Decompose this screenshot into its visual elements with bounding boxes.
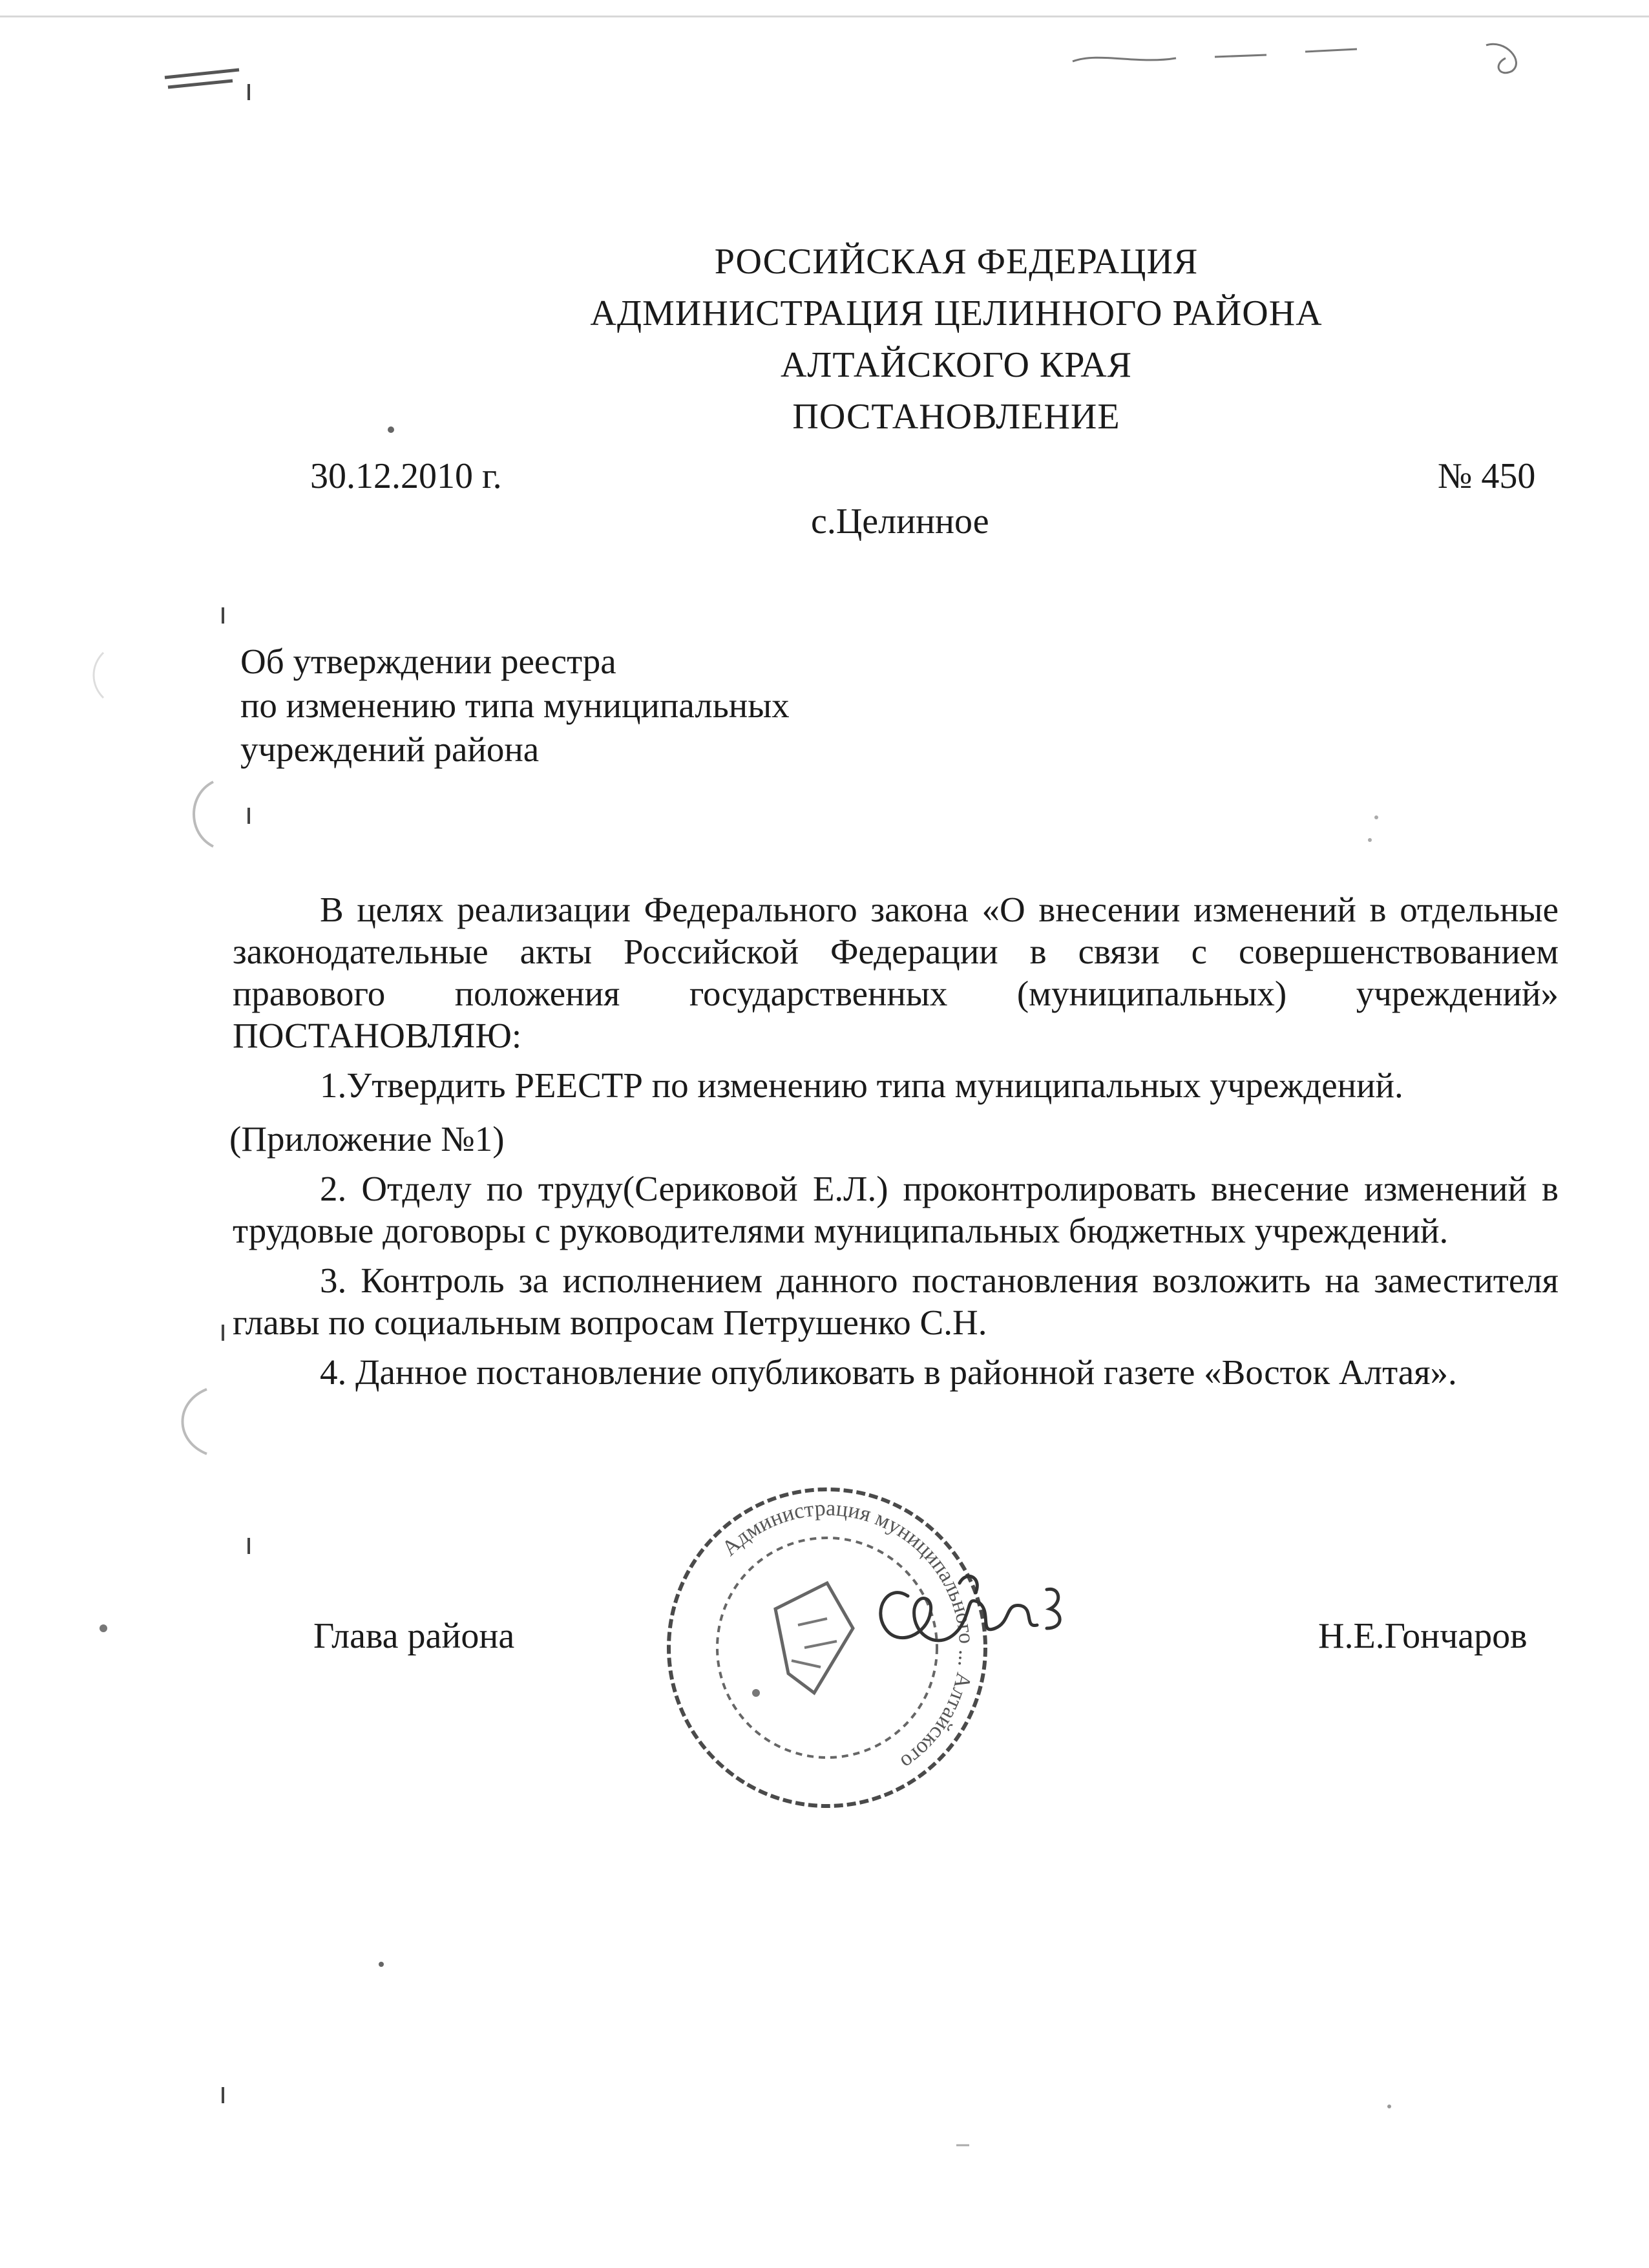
preamble-paragraph: В целях реализации Федерального закона «О внесении изменений в отдельные законодательные акты Российской Федерации в связи с совершенствованием правового положения государственных (муниципальных) учреждений» ПОСТАНОВЛЯЮ:	[233, 890, 1559, 1055]
item-2: 2. Отделу по труду(Сериковой Е.Л.) проконтролировать внесение изменений в трудовые договоры с руководителями муниципальных бюджетных учреждений.	[233, 1169, 1559, 1250]
document-subject	[240, 640, 790, 772]
document-place: с.Целинное	[811, 501, 989, 541]
document-type: ПОСТАНОВЛЕНИЕ	[792, 397, 1120, 437]
top-pencil-note	[1073, 44, 1516, 72]
document-header	[452, 236, 1460, 443]
header-region: АЛТАЙСКОГО КРАЯ	[780, 345, 1133, 385]
subject-line-3: учреждений района	[240, 730, 540, 769]
subject-line-1: Об утверждении реестра	[240, 642, 616, 681]
document-date: 30.12.2010 г.	[310, 456, 502, 496]
appendix-reference: (Приложение №1)	[229, 1119, 505, 1159]
item-1: 1.Утвердить РЕЕСТР по изменению типа муниципальных учреждений.	[320, 1066, 1403, 1105]
item-4: 4. Данное постановление опубликовать в районной газете «Восток Алтая».	[320, 1352, 1457, 1392]
item-3: 3. Контроль за исполнением данного постановления возложить на заместителя главы по социальным вопросам Петрушенко С.Н.	[233, 1261, 1559, 1342]
document-number: № 450	[1438, 456, 1536, 496]
signatory-name: Н.Е.Гончаров	[1318, 1616, 1528, 1656]
header-country: РОССИЙСКАЯ ФЕДЕРАЦИЯ	[714, 242, 1199, 282]
subject-line-2: по изменению типа муниципальных	[240, 686, 790, 725]
document-body	[229, 888, 1559, 1393]
header-administration: АДМИНИСТРАЦИЯ ЦЕЛИННОГО РАЙОНА	[590, 293, 1323, 333]
corner-scribble	[165, 70, 239, 87]
stamp-ring-text: Администрация муниципального ... Алтайского	[717, 1496, 979, 1774]
handwritten-signature	[863, 1557, 1076, 1680]
signatory-title: Глава района	[313, 1616, 515, 1656]
